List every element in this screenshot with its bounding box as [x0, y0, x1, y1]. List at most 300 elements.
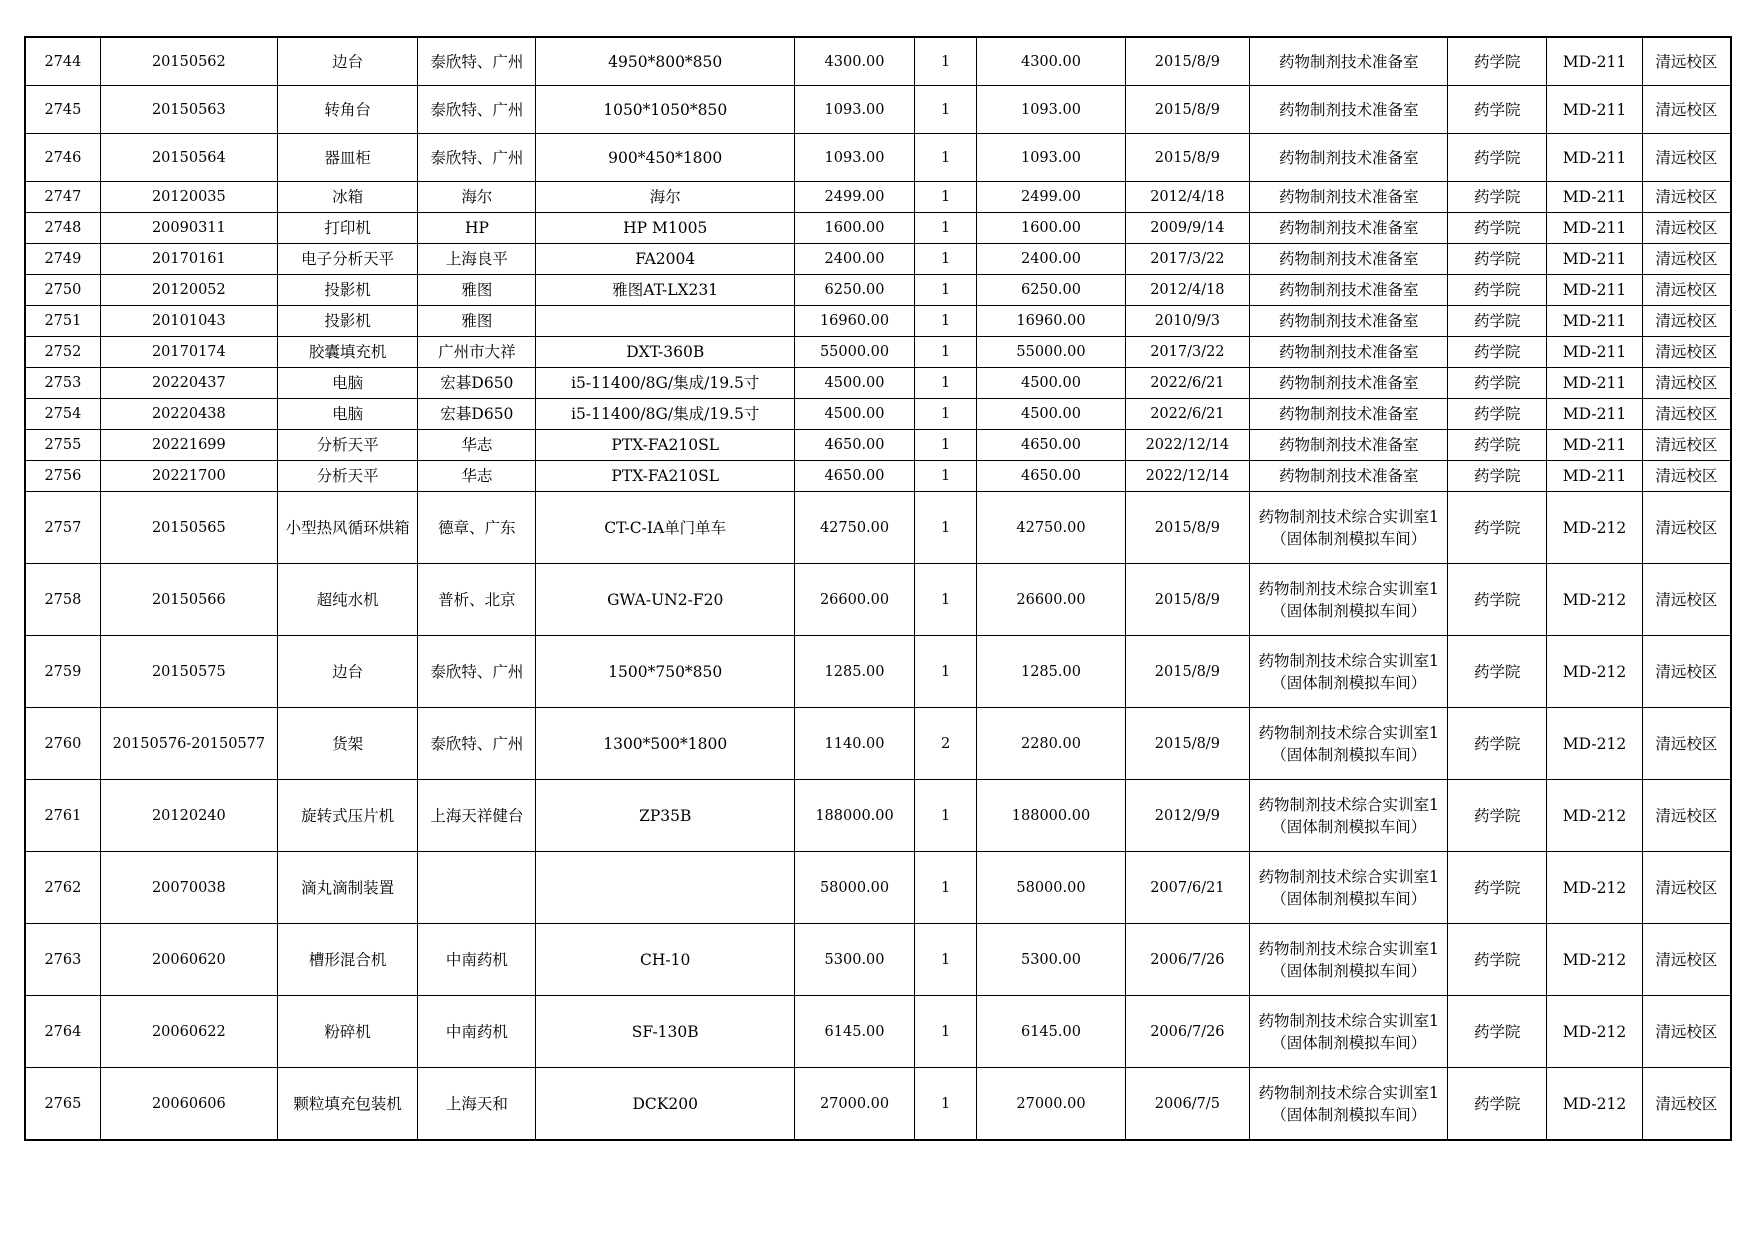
cell-campus: 清远校区 [1642, 924, 1731, 996]
cell-quantity: 1 [915, 337, 977, 368]
cell-department: 药学院 [1448, 368, 1547, 399]
cell-quantity: 1 [915, 924, 977, 996]
cell-department: 药学院 [1448, 86, 1547, 134]
cell-equipment-name: 分析天平 [277, 430, 417, 461]
cell-model-spec: 1050*1050*850 [536, 86, 795, 134]
cell-equipment-name: 投影机 [277, 275, 417, 306]
table-row [25, 368, 1731, 399]
cell-row-index: 2754 [25, 399, 100, 430]
cell-room-code: MD-211 [1547, 430, 1643, 461]
cell-equipment-name: 货架 [277, 708, 417, 780]
cell-asset-number: 20060620 [100, 924, 277, 996]
cell-asset-number: 20150562 [100, 37, 277, 86]
cell-room-code: MD-212 [1547, 996, 1643, 1068]
cell-equipment-name: 粉碎机 [277, 996, 417, 1068]
cell-asset-number: 20090311 [100, 213, 277, 244]
cell-model-spec: ZP35B [536, 780, 795, 852]
cell-room-code: MD-212 [1547, 708, 1643, 780]
cell-lab-room: 药物制剂技术综合实训室1（固体制剂模拟车间） [1249, 924, 1447, 996]
cell-row-index: 2759 [25, 636, 100, 708]
table-row [25, 430, 1731, 461]
cell-unit-price: 1093.00 [794, 86, 914, 134]
cell-department: 药学院 [1448, 708, 1547, 780]
cell-model-spec [536, 306, 795, 337]
cell-room-code: MD-211 [1547, 461, 1643, 492]
cell-quantity: 1 [915, 399, 977, 430]
cell-row-index: 2762 [25, 852, 100, 924]
cell-unit-price: 5300.00 [794, 924, 914, 996]
cell-quantity: 1 [915, 86, 977, 134]
cell-asset-number: 20150575 [100, 636, 277, 708]
cell-unit-price: 1600.00 [794, 213, 914, 244]
cell-manufacturer: 德章、广东 [418, 492, 536, 564]
table-row [25, 852, 1731, 924]
table-row [25, 213, 1731, 244]
cell-campus: 清远校区 [1642, 636, 1731, 708]
table-row [25, 924, 1731, 996]
cell-campus: 清远校区 [1642, 461, 1731, 492]
cell-lab-room: 药物制剂技术综合实训室1（固体制剂模拟车间） [1249, 708, 1447, 780]
cell-model-spec: 900*450*1800 [536, 134, 795, 182]
cell-purchase-date: 2010/9/3 [1125, 306, 1249, 337]
cell-row-index: 2746 [25, 134, 100, 182]
cell-campus: 清远校区 [1642, 1068, 1731, 1141]
table-row [25, 86, 1731, 134]
cell-row-index: 2764 [25, 996, 100, 1068]
cell-total-amount: 55000.00 [977, 337, 1126, 368]
cell-lab-room: 药物制剂技术综合实训室1（固体制剂模拟车间） [1249, 564, 1447, 636]
cell-unit-price: 58000.00 [794, 852, 914, 924]
cell-quantity: 1 [915, 636, 977, 708]
cell-room-code: MD-212 [1547, 780, 1643, 852]
cell-room-code: MD-211 [1547, 337, 1643, 368]
cell-unit-price: 4500.00 [794, 399, 914, 430]
cell-lab-room: 药物制剂技术准备室 [1249, 244, 1447, 275]
cell-lab-room: 药物制剂技术综合实训室1（固体制剂模拟车间） [1249, 780, 1447, 852]
cell-equipment-name: 胶囊填充机 [277, 337, 417, 368]
cell-purchase-date: 2022/6/21 [1125, 399, 1249, 430]
cell-campus: 清远校区 [1642, 244, 1731, 275]
cell-lab-room: 药物制剂技术综合实训室1（固体制剂模拟车间） [1249, 996, 1447, 1068]
cell-equipment-name: 边台 [277, 636, 417, 708]
cell-row-index: 2763 [25, 924, 100, 996]
cell-manufacturer: 上海天祥健台 [418, 780, 536, 852]
cell-total-amount: 42750.00 [977, 492, 1126, 564]
cell-manufacturer: 广州市大祥 [418, 337, 536, 368]
cell-model-spec: DCK200 [536, 1068, 795, 1141]
cell-campus: 清远校区 [1642, 86, 1731, 134]
cell-room-code: MD-211 [1547, 86, 1643, 134]
cell-model-spec: PTX-FA210SL [536, 430, 795, 461]
cell-manufacturer: 雅图 [418, 275, 536, 306]
cell-asset-number: 20150565 [100, 492, 277, 564]
cell-room-code: MD-211 [1547, 213, 1643, 244]
cell-asset-number: 20060606 [100, 1068, 277, 1141]
cell-lab-room: 药物制剂技术准备室 [1249, 182, 1447, 213]
cell-model-spec: 雅图AT-LX231 [536, 275, 795, 306]
cell-quantity: 1 [915, 213, 977, 244]
table-row [25, 134, 1731, 182]
table-row [25, 306, 1731, 337]
cell-equipment-name: 槽形混合机 [277, 924, 417, 996]
cell-lab-room: 药物制剂技术准备室 [1249, 368, 1447, 399]
cell-department: 药学院 [1448, 182, 1547, 213]
cell-asset-number: 20120052 [100, 275, 277, 306]
cell-equipment-name: 冰箱 [277, 182, 417, 213]
cell-purchase-date: 2006/7/26 [1125, 924, 1249, 996]
cell-row-index: 2752 [25, 337, 100, 368]
cell-room-code: MD-212 [1547, 492, 1643, 564]
cell-purchase-date: 2006/7/26 [1125, 996, 1249, 1068]
table-row [25, 461, 1731, 492]
cell-manufacturer: 华志 [418, 461, 536, 492]
cell-unit-price: 42750.00 [794, 492, 914, 564]
cell-model-spec: FA2004 [536, 244, 795, 275]
cell-quantity: 1 [915, 368, 977, 399]
cell-department: 药学院 [1448, 399, 1547, 430]
cell-equipment-name: 滴丸滴制装置 [277, 852, 417, 924]
cell-model-spec: HP M1005 [536, 213, 795, 244]
cell-row-index: 2758 [25, 564, 100, 636]
cell-room-code: MD-211 [1547, 244, 1643, 275]
table-row [25, 780, 1731, 852]
cell-asset-number: 20101043 [100, 306, 277, 337]
cell-quantity: 1 [915, 1068, 977, 1141]
cell-asset-number: 20150564 [100, 134, 277, 182]
cell-department: 药学院 [1448, 564, 1547, 636]
cell-room-code: MD-212 [1547, 564, 1643, 636]
cell-purchase-date: 2015/8/9 [1125, 564, 1249, 636]
cell-quantity: 2 [915, 708, 977, 780]
cell-department: 药学院 [1448, 275, 1547, 306]
cell-department: 药学院 [1448, 924, 1547, 996]
table-row [25, 337, 1731, 368]
cell-manufacturer: 宏碁D650 [418, 399, 536, 430]
cell-row-index: 2756 [25, 461, 100, 492]
cell-lab-room: 药物制剂技术准备室 [1249, 37, 1447, 86]
cell-purchase-date: 2022/12/14 [1125, 430, 1249, 461]
cell-row-index: 2747 [25, 182, 100, 213]
cell-purchase-date: 2012/4/18 [1125, 275, 1249, 306]
cell-unit-price: 16960.00 [794, 306, 914, 337]
cell-model-spec: i5-11400/8G/集成/19.5寸 [536, 368, 795, 399]
cell-model-spec: 海尔 [536, 182, 795, 213]
cell-row-index: 2748 [25, 213, 100, 244]
cell-equipment-name: 转角台 [277, 86, 417, 134]
cell-total-amount: 1285.00 [977, 636, 1126, 708]
cell-room-code: MD-211 [1547, 37, 1643, 86]
cell-campus: 清远校区 [1642, 134, 1731, 182]
cell-quantity: 1 [915, 182, 977, 213]
table-row [25, 636, 1731, 708]
cell-equipment-name: 小型热风循环烘箱 [277, 492, 417, 564]
cell-row-index: 2745 [25, 86, 100, 134]
cell-manufacturer: 普析、北京 [418, 564, 536, 636]
cell-manufacturer: 泰欣特、广州 [418, 37, 536, 86]
cell-lab-room: 药物制剂技术综合实训室1（固体制剂模拟车间） [1249, 636, 1447, 708]
cell-campus: 清远校区 [1642, 399, 1731, 430]
cell-row-index: 2760 [25, 708, 100, 780]
cell-total-amount: 16960.00 [977, 306, 1126, 337]
cell-purchase-date: 2015/8/9 [1125, 37, 1249, 86]
cell-total-amount: 5300.00 [977, 924, 1126, 996]
cell-department: 药学院 [1448, 780, 1547, 852]
cell-asset-number: 20150563 [100, 86, 277, 134]
equipment-table [24, 36, 1732, 1141]
cell-quantity: 1 [915, 852, 977, 924]
cell-equipment-name: 旋转式压片机 [277, 780, 417, 852]
cell-total-amount: 58000.00 [977, 852, 1126, 924]
cell-campus: 清远校区 [1642, 306, 1731, 337]
cell-model-spec: 4950*800*850 [536, 37, 795, 86]
cell-equipment-name: 边台 [277, 37, 417, 86]
cell-total-amount: 4500.00 [977, 368, 1126, 399]
cell-row-index: 2744 [25, 37, 100, 86]
cell-campus: 清远校区 [1642, 492, 1731, 564]
cell-lab-room: 药物制剂技术综合实训室1（固体制剂模拟车间） [1249, 852, 1447, 924]
cell-unit-price: 4650.00 [794, 430, 914, 461]
cell-purchase-date: 2012/9/9 [1125, 780, 1249, 852]
cell-quantity: 1 [915, 996, 977, 1068]
cell-campus: 清远校区 [1642, 37, 1731, 86]
table-row [25, 399, 1731, 430]
cell-room-code: MD-212 [1547, 1068, 1643, 1141]
cell-department: 药学院 [1448, 492, 1547, 564]
cell-asset-number: 20221699 [100, 430, 277, 461]
cell-unit-price: 4650.00 [794, 461, 914, 492]
cell-row-index: 2750 [25, 275, 100, 306]
cell-room-code: MD-211 [1547, 134, 1643, 182]
cell-row-index: 2751 [25, 306, 100, 337]
cell-model-spec: PTX-FA210SL [536, 461, 795, 492]
cell-manufacturer: 中南药机 [418, 924, 536, 996]
cell-total-amount: 2400.00 [977, 244, 1126, 275]
cell-unit-price: 188000.00 [794, 780, 914, 852]
cell-model-spec: 1300*500*1800 [536, 708, 795, 780]
cell-unit-price: 1093.00 [794, 134, 914, 182]
cell-campus: 清远校区 [1642, 852, 1731, 924]
cell-total-amount: 2280.00 [977, 708, 1126, 780]
cell-row-index: 2755 [25, 430, 100, 461]
cell-purchase-date: 2009/9/14 [1125, 213, 1249, 244]
cell-equipment-name: 器皿柜 [277, 134, 417, 182]
cell-unit-price: 4500.00 [794, 368, 914, 399]
cell-department: 药学院 [1448, 306, 1547, 337]
cell-equipment-name: 电子分析天平 [277, 244, 417, 275]
cell-purchase-date: 2017/3/22 [1125, 244, 1249, 275]
table-row [25, 37, 1731, 86]
cell-manufacturer: 上海良平 [418, 244, 536, 275]
cell-quantity: 1 [915, 780, 977, 852]
cell-department: 药学院 [1448, 213, 1547, 244]
cell-total-amount: 6145.00 [977, 996, 1126, 1068]
cell-manufacturer: HP [418, 213, 536, 244]
cell-asset-number: 20220438 [100, 399, 277, 430]
cell-row-index: 2753 [25, 368, 100, 399]
cell-campus: 清远校区 [1642, 275, 1731, 306]
cell-total-amount: 1093.00 [977, 86, 1126, 134]
cell-lab-room: 药物制剂技术准备室 [1249, 86, 1447, 134]
table-row [25, 244, 1731, 275]
cell-room-code: MD-211 [1547, 368, 1643, 399]
cell-quantity: 1 [915, 492, 977, 564]
cell-unit-price: 4300.00 [794, 37, 914, 86]
cell-purchase-date: 2015/8/9 [1125, 492, 1249, 564]
cell-purchase-date: 2015/8/9 [1125, 708, 1249, 780]
table-row [25, 492, 1731, 564]
cell-quantity: 1 [915, 37, 977, 86]
cell-model-spec: SF-130B [536, 996, 795, 1068]
cell-equipment-name: 电脑 [277, 368, 417, 399]
table-row [25, 182, 1731, 213]
cell-lab-room: 药物制剂技术准备室 [1249, 337, 1447, 368]
cell-purchase-date: 2015/8/9 [1125, 134, 1249, 182]
cell-purchase-date: 2012/4/18 [1125, 182, 1249, 213]
cell-equipment-name: 电脑 [277, 399, 417, 430]
cell-manufacturer [418, 852, 536, 924]
cell-department: 药学院 [1448, 461, 1547, 492]
cell-model-spec: 1500*750*850 [536, 636, 795, 708]
cell-quantity: 1 [915, 306, 977, 337]
cell-total-amount: 4500.00 [977, 399, 1126, 430]
cell-total-amount: 188000.00 [977, 780, 1126, 852]
cell-manufacturer: 中南药机 [418, 996, 536, 1068]
cell-lab-room: 药物制剂技术准备室 [1249, 275, 1447, 306]
cell-asset-number: 20070038 [100, 852, 277, 924]
cell-room-code: MD-211 [1547, 306, 1643, 337]
cell-campus: 清远校区 [1642, 182, 1731, 213]
cell-unit-price: 26600.00 [794, 564, 914, 636]
cell-purchase-date: 2006/7/5 [1125, 1068, 1249, 1141]
cell-quantity: 1 [915, 564, 977, 636]
cell-asset-number: 20120035 [100, 182, 277, 213]
cell-campus: 清远校区 [1642, 430, 1731, 461]
cell-room-code: MD-211 [1547, 182, 1643, 213]
cell-total-amount: 26600.00 [977, 564, 1126, 636]
cell-quantity: 1 [915, 275, 977, 306]
cell-manufacturer: 宏碁D650 [418, 368, 536, 399]
cell-room-code: MD-211 [1547, 399, 1643, 430]
cell-asset-number: 20170161 [100, 244, 277, 275]
cell-unit-price: 55000.00 [794, 337, 914, 368]
cell-room-code: MD-212 [1547, 852, 1643, 924]
cell-campus: 清远校区 [1642, 780, 1731, 852]
cell-quantity: 1 [915, 461, 977, 492]
cell-model-spec: DXT-360B [536, 337, 795, 368]
cell-manufacturer: 海尔 [418, 182, 536, 213]
cell-model-spec: GWA-UN2-F20 [536, 564, 795, 636]
cell-campus: 清远校区 [1642, 996, 1731, 1068]
cell-equipment-name: 超纯水机 [277, 564, 417, 636]
cell-lab-room: 药物制剂技术准备室 [1249, 134, 1447, 182]
cell-unit-price: 27000.00 [794, 1068, 914, 1141]
cell-unit-price: 1140.00 [794, 708, 914, 780]
cell-lab-room: 药物制剂技术综合实训室1（固体制剂模拟车间） [1249, 1068, 1447, 1141]
cell-unit-price: 6145.00 [794, 996, 914, 1068]
cell-asset-number: 20220437 [100, 368, 277, 399]
cell-campus: 清远校区 [1642, 708, 1731, 780]
cell-department: 药学院 [1448, 337, 1547, 368]
cell-lab-room: 药物制剂技术准备室 [1249, 430, 1447, 461]
cell-unit-price: 2400.00 [794, 244, 914, 275]
cell-department: 药学院 [1448, 636, 1547, 708]
cell-quantity: 1 [915, 430, 977, 461]
cell-purchase-date: 2015/8/9 [1125, 86, 1249, 134]
cell-asset-number: 20221700 [100, 461, 277, 492]
cell-unit-price: 1285.00 [794, 636, 914, 708]
cell-row-index: 2765 [25, 1068, 100, 1141]
cell-room-code: MD-212 [1547, 924, 1643, 996]
cell-unit-price: 6250.00 [794, 275, 914, 306]
cell-asset-number: 20120240 [100, 780, 277, 852]
cell-department: 药学院 [1448, 996, 1547, 1068]
cell-lab-room: 药物制剂技术准备室 [1249, 213, 1447, 244]
cell-row-index: 2761 [25, 780, 100, 852]
cell-asset-number: 20150576-20150577 [100, 708, 277, 780]
cell-campus: 清远校区 [1642, 564, 1731, 636]
cell-manufacturer: 泰欣特、广州 [418, 86, 536, 134]
cell-manufacturer: 雅图 [418, 306, 536, 337]
table-row [25, 275, 1731, 306]
cell-total-amount: 4300.00 [977, 37, 1126, 86]
cell-department: 药学院 [1448, 852, 1547, 924]
cell-department: 药学院 [1448, 134, 1547, 182]
cell-equipment-name: 投影机 [277, 306, 417, 337]
cell-asset-number: 20150566 [100, 564, 277, 636]
cell-department: 药学院 [1448, 1068, 1547, 1141]
cell-lab-room: 药物制剂技术准备室 [1249, 461, 1447, 492]
cell-equipment-name: 颗粒填充包装机 [277, 1068, 417, 1141]
cell-department: 药学院 [1448, 430, 1547, 461]
cell-manufacturer: 泰欣特、广州 [418, 134, 536, 182]
cell-lab-room: 药物制剂技术准备室 [1249, 399, 1447, 430]
cell-quantity: 1 [915, 134, 977, 182]
cell-manufacturer: 泰欣特、广州 [418, 708, 536, 780]
cell-total-amount: 27000.00 [977, 1068, 1126, 1141]
table-row [25, 708, 1731, 780]
cell-equipment-name: 打印机 [277, 213, 417, 244]
cell-row-index: 2749 [25, 244, 100, 275]
table-row [25, 564, 1731, 636]
cell-manufacturer: 泰欣特、广州 [418, 636, 536, 708]
cell-equipment-name: 分析天平 [277, 461, 417, 492]
cell-lab-room: 药物制剂技术综合实训室1（固体制剂模拟车间） [1249, 492, 1447, 564]
cell-total-amount: 6250.00 [977, 275, 1126, 306]
cell-manufacturer: 上海天和 [418, 1068, 536, 1141]
cell-department: 药学院 [1448, 37, 1547, 86]
cell-model-spec [536, 852, 795, 924]
cell-room-code: MD-211 [1547, 275, 1643, 306]
cell-model-spec: i5-11400/8G/集成/19.5寸 [536, 399, 795, 430]
cell-quantity: 1 [915, 244, 977, 275]
cell-unit-price: 2499.00 [794, 182, 914, 213]
cell-row-index: 2757 [25, 492, 100, 564]
cell-total-amount: 1600.00 [977, 213, 1126, 244]
cell-total-amount: 2499.00 [977, 182, 1126, 213]
cell-purchase-date: 2022/12/14 [1125, 461, 1249, 492]
cell-department: 药学院 [1448, 244, 1547, 275]
cell-manufacturer: 华志 [418, 430, 536, 461]
cell-purchase-date: 2007/6/21 [1125, 852, 1249, 924]
cell-campus: 清远校区 [1642, 368, 1731, 399]
cell-campus: 清远校区 [1642, 213, 1731, 244]
cell-lab-room: 药物制剂技术准备室 [1249, 306, 1447, 337]
cell-room-code: MD-212 [1547, 636, 1643, 708]
cell-purchase-date: 2017/3/22 [1125, 337, 1249, 368]
table-row [25, 996, 1731, 1068]
cell-purchase-date: 2015/8/9 [1125, 636, 1249, 708]
cell-asset-number: 20170174 [100, 337, 277, 368]
